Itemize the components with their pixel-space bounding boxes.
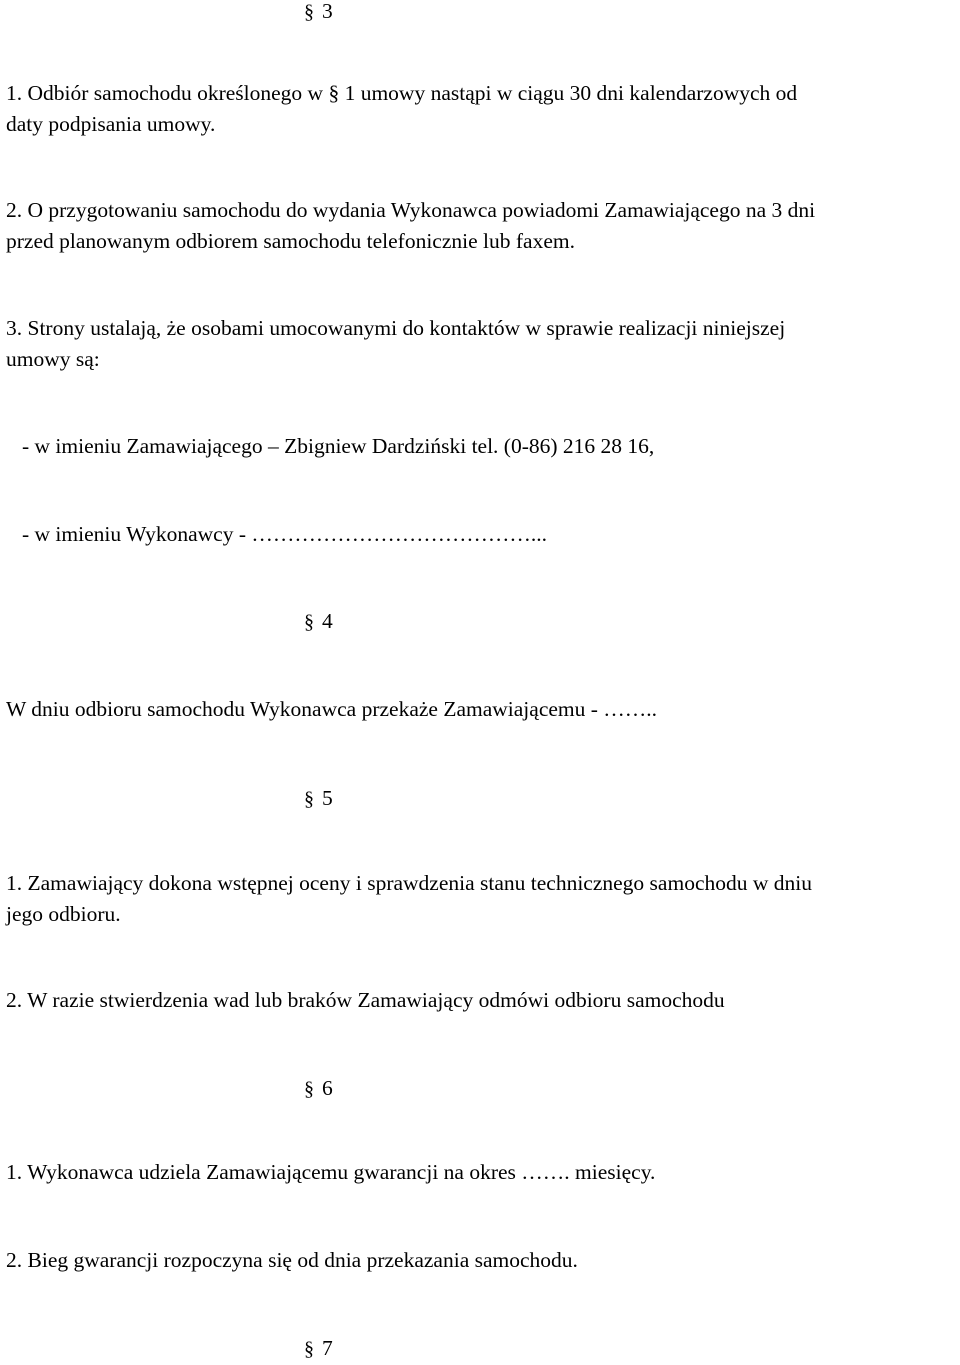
section-heading-6 [304, 1073, 333, 1105]
section-heading-7 [304, 1333, 333, 1365]
section-number: 4 [322, 609, 333, 633]
section-mark: § [304, 1078, 314, 1100]
section-mark: § [304, 1, 314, 23]
paragraph-3-3-line-2: umowy są: [6, 347, 100, 371]
paragraph-5-2: 2. W razie stwierdzenia wad lub braków Zamawiający odmówi odbioru samochodu [6, 988, 725, 1012]
section-number: 3 [322, 0, 333, 23]
paragraph-3-3-line-1: 3. Strony ustalają, że osobami umocowanymi do kontaktów w sprawie realizacji niniejszej [6, 316, 786, 340]
paragraph-5-1-line-2: jego odbioru. [6, 902, 121, 926]
section-heading-3 [304, 0, 333, 28]
section-mark: § [304, 611, 314, 633]
paragraph-3-2-line-2: przed planowanym odbiorem samochodu telefonicznie lub faxem. [6, 229, 575, 253]
section-number: 5 [322, 786, 333, 810]
paragraph-4-1: W dniu odbioru samochodu Wykonawca przekaże Zamawiającemu - …….. [6, 697, 658, 721]
paragraph-3-2-line-1: 2. O przygotowaniu samochodu do wydania Wykonawca powiadomi Zamawiającego na 3 dni [6, 198, 816, 222]
contact-contractor: - w imieniu Wykonawcy - …………………………………... [22, 522, 548, 546]
contact-ordering-party: - w imieniu Zamawiającego – Zbigniew Dardziński tel. (0-86) 216 28 16, [22, 434, 655, 458]
section-number: 6 [322, 1076, 333, 1100]
section-heading-5 [304, 783, 333, 815]
section-number: 7 [322, 1336, 333, 1360]
section-mark: § [304, 788, 314, 810]
section-heading-4 [304, 606, 333, 638]
paragraph-3-1-line-1: 1. Odbiór samochodu określonego w § 1 umowy nastąpi w ciągu 30 dni kalendarzowych od [6, 81, 798, 105]
paragraph-6-2: 2. Bieg gwarancji rozpoczyna się od dnia przekazania samochodu. [6, 1248, 578, 1272]
section-mark: § [304, 1338, 314, 1360]
paragraph-6-1: 1. Wykonawca udziela Zamawiającemu gwarancji na okres ……. miesięcy. [6, 1160, 656, 1184]
paragraph-5-1-line-1: 1. Zamawiający dokona wstępnej oceny i sprawdzenia stanu technicznego samochodu w dniu [6, 871, 812, 895]
paragraph-3-1-line-2: daty podpisania umowy. [6, 112, 216, 136]
